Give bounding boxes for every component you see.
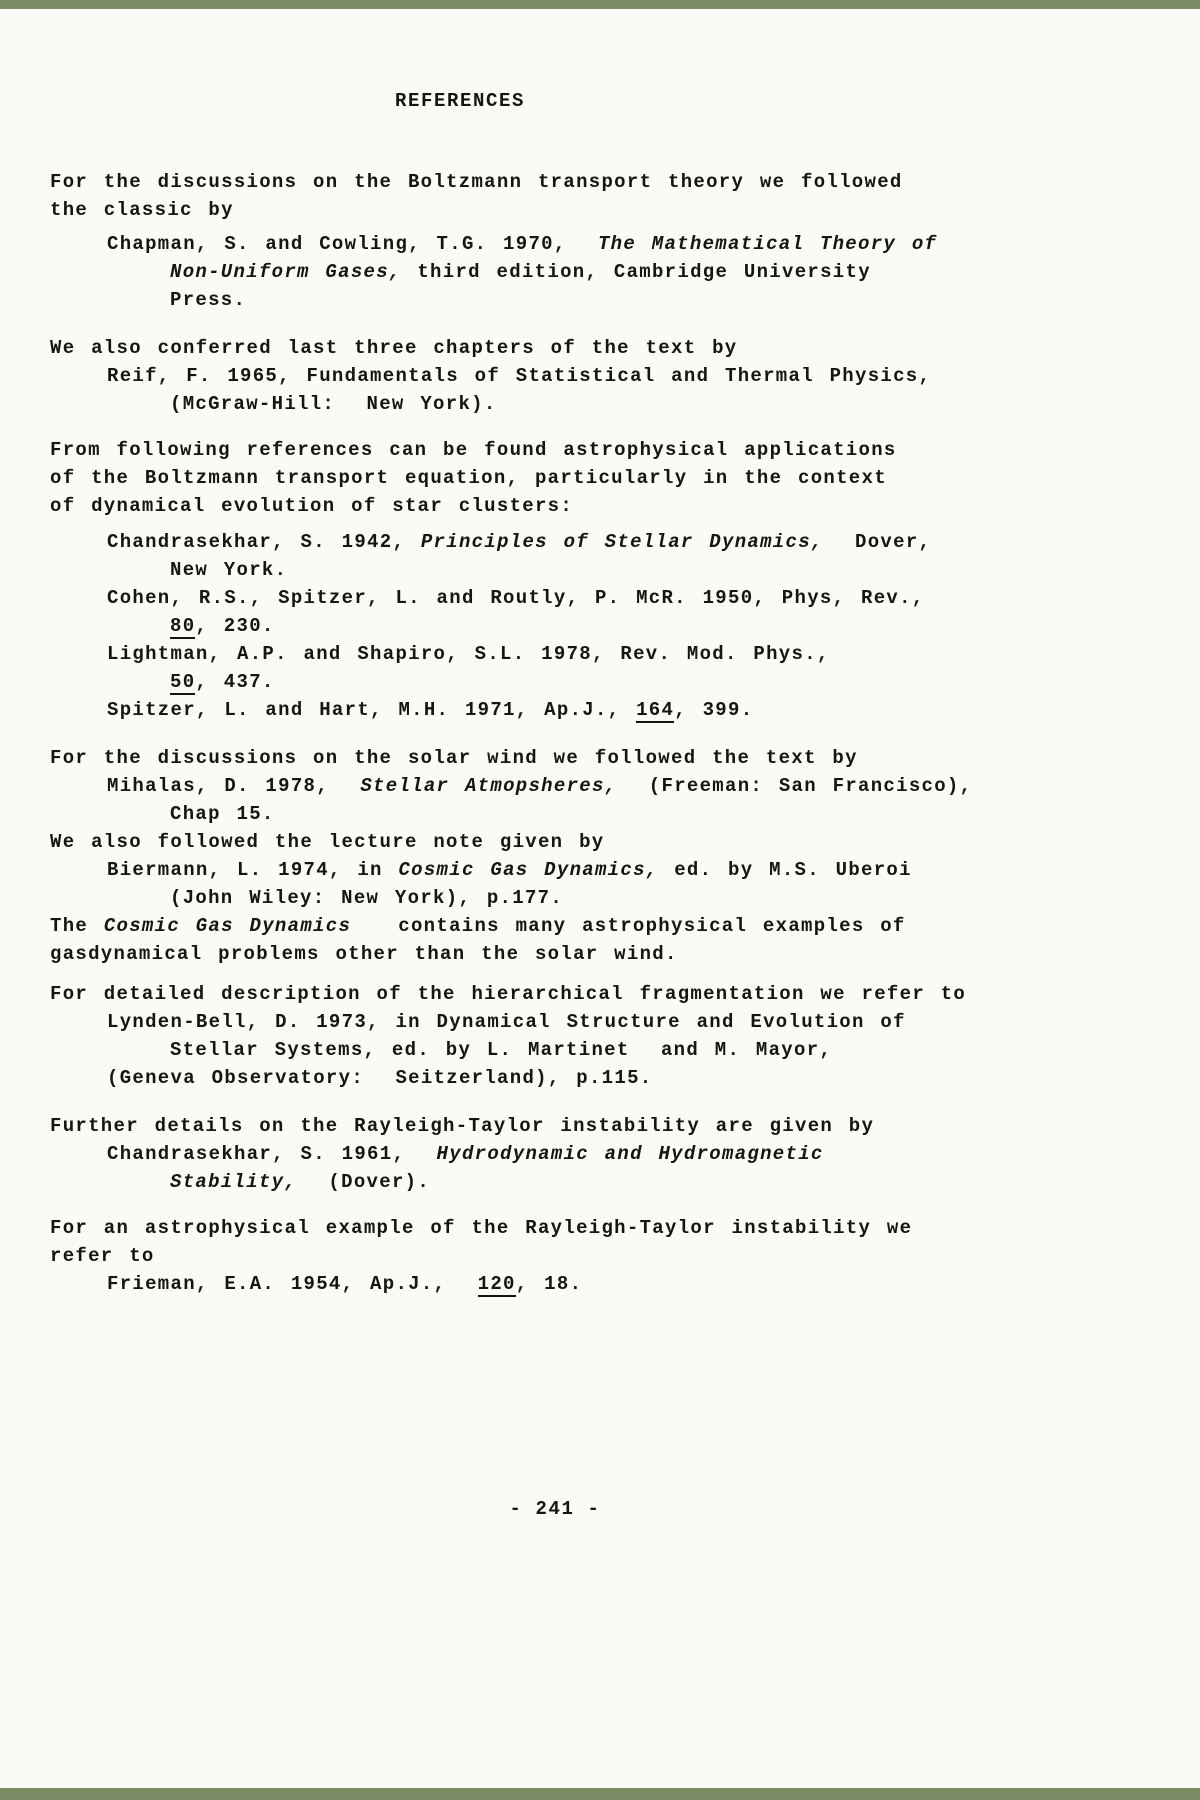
text: Press. bbox=[170, 289, 247, 311]
text-line bbox=[50, 980, 1170, 1008]
text-line bbox=[50, 1140, 1170, 1168]
text-line bbox=[50, 1064, 1170, 1092]
text-line bbox=[50, 1112, 1170, 1140]
text: Reif, F. 1965, Fundamentals of Statistical and Thermal Physics, bbox=[107, 365, 932, 387]
underlined-text: 80 bbox=[170, 615, 196, 637]
text: (John Wiley: New York), p.177. bbox=[170, 887, 564, 909]
text: third edition, Cambridge University bbox=[401, 261, 871, 283]
italic-text: Hydrodynamic and Hydromagnetic bbox=[436, 1143, 824, 1165]
text: Frieman, E.A. 1954, Ap.J., bbox=[107, 1273, 478, 1295]
text-line bbox=[50, 334, 1170, 362]
text-line bbox=[50, 1168, 1170, 1196]
text: For the discussions on the Boltzmann transport theory we followed bbox=[50, 171, 903, 193]
text-line bbox=[50, 640, 1170, 668]
text: the classic by bbox=[50, 199, 234, 221]
text: Lightman, A.P. and Shapiro, S.L. 1978, Rev. Mod. Phys., bbox=[107, 643, 830, 665]
text-line bbox=[50, 464, 1170, 492]
text-line bbox=[50, 196, 1170, 224]
text-line bbox=[50, 1036, 1170, 1064]
text: New York. bbox=[170, 559, 288, 581]
text: We also conferred last three chapters of the text by bbox=[50, 337, 738, 359]
italic-text: The Mathematical Theory of bbox=[597, 233, 938, 255]
text-line bbox=[50, 1214, 1170, 1242]
text-line bbox=[50, 168, 1170, 196]
text-line bbox=[50, 390, 1170, 418]
text: Mihalas, D. 1978, bbox=[107, 775, 361, 797]
text: Dover, bbox=[823, 531, 932, 553]
text: gasdynamical problems other than the solar wind. bbox=[50, 943, 678, 965]
text-line bbox=[50, 230, 1170, 258]
text-line bbox=[50, 286, 1170, 314]
text: For an astrophysical example of the Rayleigh-Taylor instability we bbox=[50, 1217, 913, 1239]
italic-text: Cosmic Gas Dynamics bbox=[103, 915, 352, 937]
text-line bbox=[50, 828, 1170, 856]
text-line bbox=[50, 800, 1170, 828]
scan-edge-top bbox=[0, 0, 1200, 9]
text: (Geneva Observatory: Seitzerland), p.115. bbox=[107, 1067, 653, 1089]
text: Further details on the Rayleigh-Taylor instability are given by bbox=[50, 1115, 875, 1137]
italic-text: Stability, bbox=[170, 1171, 298, 1193]
text: Chandrasekhar, S. 1942, bbox=[107, 531, 421, 553]
page-number: - 241 - bbox=[509, 1498, 601, 1520]
text: For detailed description of the hierarchical fragmentation we refer to bbox=[50, 983, 967, 1005]
text-line bbox=[50, 1008, 1170, 1036]
text: , 18. bbox=[515, 1273, 583, 1295]
text-line bbox=[50, 884, 1170, 912]
text-line bbox=[50, 744, 1170, 772]
italic-text: Principles of Stellar Dynamics, bbox=[420, 531, 824, 553]
text: We also followed the lecture note given by bbox=[50, 831, 605, 853]
text-line bbox=[50, 696, 1170, 724]
text-line bbox=[50, 362, 1170, 390]
text-line bbox=[50, 584, 1170, 612]
text: , 230. bbox=[195, 615, 275, 637]
text-line bbox=[50, 258, 1170, 286]
text-line bbox=[50, 668, 1170, 696]
text: (Dover). bbox=[297, 1171, 431, 1193]
text: From following references can be found astrophysical applications bbox=[50, 439, 897, 461]
text: ed. by M.S. Uberoi bbox=[658, 859, 912, 881]
text: of the Boltzmann transport equation, particularly in the context bbox=[50, 467, 887, 489]
text: contains many astrophysical examples of bbox=[351, 915, 906, 937]
text: refer to bbox=[50, 1245, 155, 1267]
underlined-text: 164 bbox=[636, 699, 675, 721]
italic-text: Cosmic Gas Dynamics, bbox=[398, 859, 659, 881]
text-line bbox=[50, 1242, 1170, 1270]
text-line bbox=[50, 492, 1170, 520]
text: Cohen, R.S., Spitzer, L. and Routly, P. McR. 1950, Phys, Rev., bbox=[107, 587, 925, 609]
text-line bbox=[50, 1270, 1170, 1298]
underlined-text: 120 bbox=[477, 1273, 516, 1295]
scan-edge-bottom bbox=[0, 1788, 1200, 1800]
text: Chandrasekhar, S. 1961, bbox=[107, 1143, 437, 1165]
text: The bbox=[50, 915, 104, 937]
italic-text: Stellar Atmopsheres, bbox=[360, 775, 618, 797]
text: , 437. bbox=[195, 671, 275, 693]
underlined-text: 50 bbox=[170, 671, 196, 693]
text-line bbox=[50, 772, 1170, 800]
text: Chap 15. bbox=[170, 803, 275, 825]
text: For the discussions on the solar wind we followed the text by bbox=[50, 747, 858, 769]
text-line bbox=[50, 612, 1170, 640]
text: , 399. bbox=[674, 699, 754, 721]
text-line bbox=[50, 856, 1170, 884]
text-line bbox=[50, 556, 1170, 584]
page-title: REFERENCES bbox=[394, 90, 526, 112]
text-line bbox=[50, 940, 1170, 968]
text-line bbox=[50, 912, 1170, 940]
text: (Freeman: San Francisco), bbox=[617, 775, 973, 797]
document-body bbox=[50, 168, 1170, 1298]
text: Chapman, S. and Cowling, T.G. 1970, bbox=[107, 233, 598, 255]
text: Spitzer, L. and Hart, M.H. 1971, Ap.J., bbox=[107, 699, 637, 721]
text: of dynamical evolution of star clusters: bbox=[50, 495, 574, 517]
text: Stellar Systems, ed. by L. Martinet and M. Mayor, bbox=[170, 1039, 833, 1061]
text: Lynden-Bell, D. 1973, in Dynamical Structure and Evolution of bbox=[107, 1011, 906, 1033]
text-line bbox=[50, 436, 1170, 464]
text: (McGraw-Hill: New York). bbox=[170, 393, 497, 415]
italic-text: Non-Uniform Gases, bbox=[170, 261, 402, 283]
text: Biermann, L. 1974, in bbox=[107, 859, 399, 881]
text-line bbox=[50, 528, 1170, 556]
